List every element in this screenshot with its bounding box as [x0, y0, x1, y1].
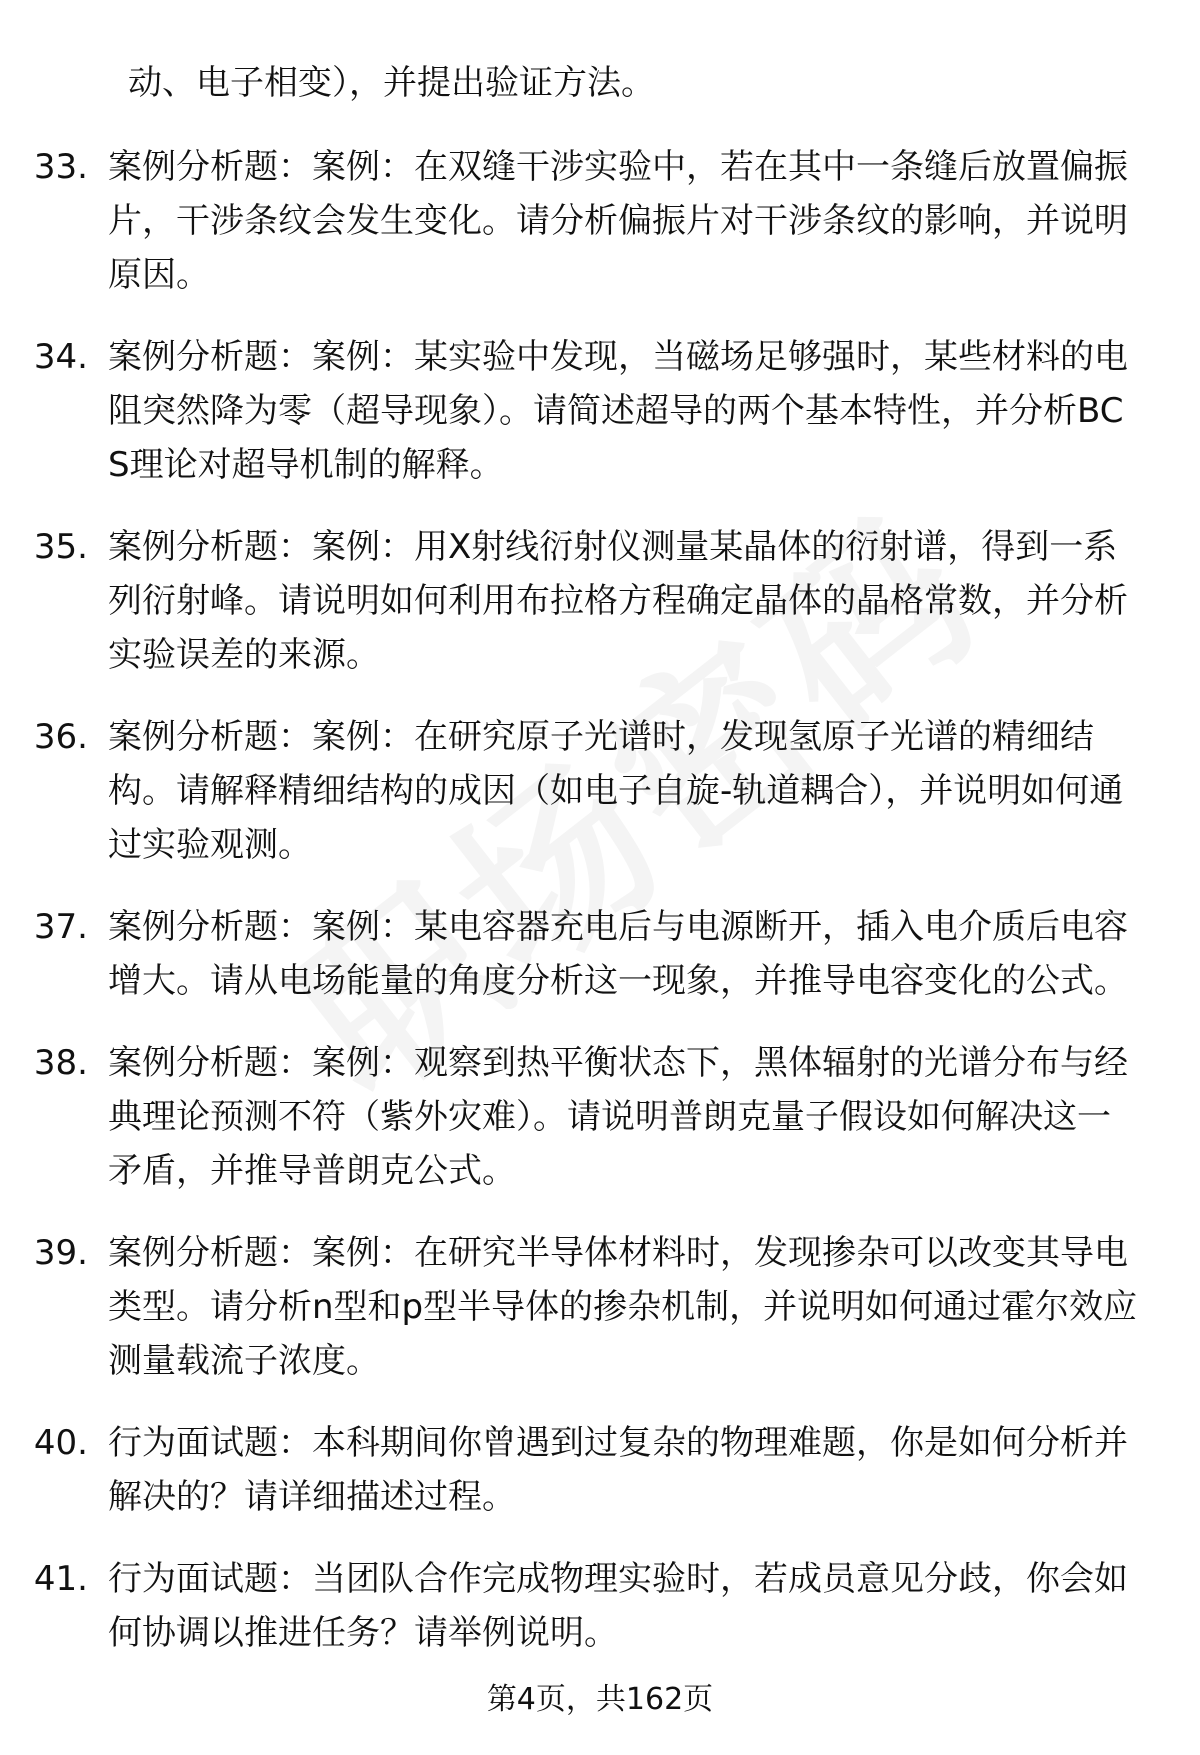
question-text: 案例分析题：案例：某实验中发现，当磁场足够强时，某些材料的电阻突然降为零（超导现象）。请简述超导的两个基本特性，并分析BCS理论对超导机制的解释。 — [108, 337, 1128, 485]
question-text: 案例分析题：案例：在研究原子光谱时，发现氢原子光谱的精细结构。请解释精细结构的成因（如电子自旋-轨道耦合），并说明如何通过实验观测。 — [108, 717, 1124, 865]
question-number: 37. — [33, 907, 88, 947]
question-number: 35. — [33, 527, 88, 567]
question-number: 38. — [33, 1043, 88, 1083]
question-item — [0, 1226, 1200, 1388]
question-text: 案例分析题：案例：在研究半导体材料时，发现掺杂可以改变其导电类型。请分析n型和p型半导体的掺杂机制，并说明如何通过霍尔效应测量载流子浓度。 — [108, 1233, 1138, 1381]
question-item — [0, 1416, 1200, 1524]
question-text: 行为面试题：本科期间你曾遇到过复杂的物理难题，你是如何分析并解决的？请详细描述过程。 — [108, 1423, 1128, 1517]
question-item — [0, 330, 1200, 492]
question-list — [0, 140, 1200, 1688]
question-item — [0, 900, 1200, 1008]
question-number: 34. — [33, 337, 88, 377]
question-item — [0, 710, 1200, 872]
question-text: 案例分析题：案例：观察到热平衡状态下，黑体辐射的光谱分布与经典理论预测不符（紫外灾难）。请说明普朗克量子假设如何解决这一矛盾，并推导普朗克公式。 — [108, 1043, 1128, 1191]
question-text: 案例分析题：案例：某电容器充电后与电源断开，插入电介质后电容增大。请从电场能量的角度分析这一现象，并推导电容变化的公式。 — [108, 907, 1128, 1001]
question-item — [0, 520, 1200, 682]
question-number: 33. — [33, 147, 88, 187]
question-number: 36. — [33, 717, 88, 757]
question-item — [0, 1036, 1200, 1198]
question-number: 40. — [33, 1423, 88, 1463]
question-text: 行为面试题：当团队合作完成物理实验时，若成员意见分歧，你会如何协调以推进任务？请举例说明。 — [108, 1559, 1128, 1653]
page-footer: 第4页，共162页 — [486, 1682, 714, 1717]
question-text: 案例分析题：案例：用X射线衍射仪测量某晶体的衍射谱，得到一系列衍射峰。请说明如何利用布拉格方程确定晶体的晶格常数，并分析实验误差的来源。 — [108, 527, 1128, 675]
question-text: 案例分析题：案例：在双缝干涉实验中，若在其中一条缝后放置偏振片，干涉条纹会发生变化。请分析偏振片对干涉条纹的影响，并说明原因。 — [108, 147, 1128, 295]
question-item — [0, 140, 1200, 302]
question-number: 39. — [33, 1233, 88, 1273]
continuation-text: 动、电子相变），并提出验证方法。 — [128, 63, 655, 103]
question-item — [0, 1552, 1200, 1660]
question-number: 41. — [33, 1559, 88, 1599]
